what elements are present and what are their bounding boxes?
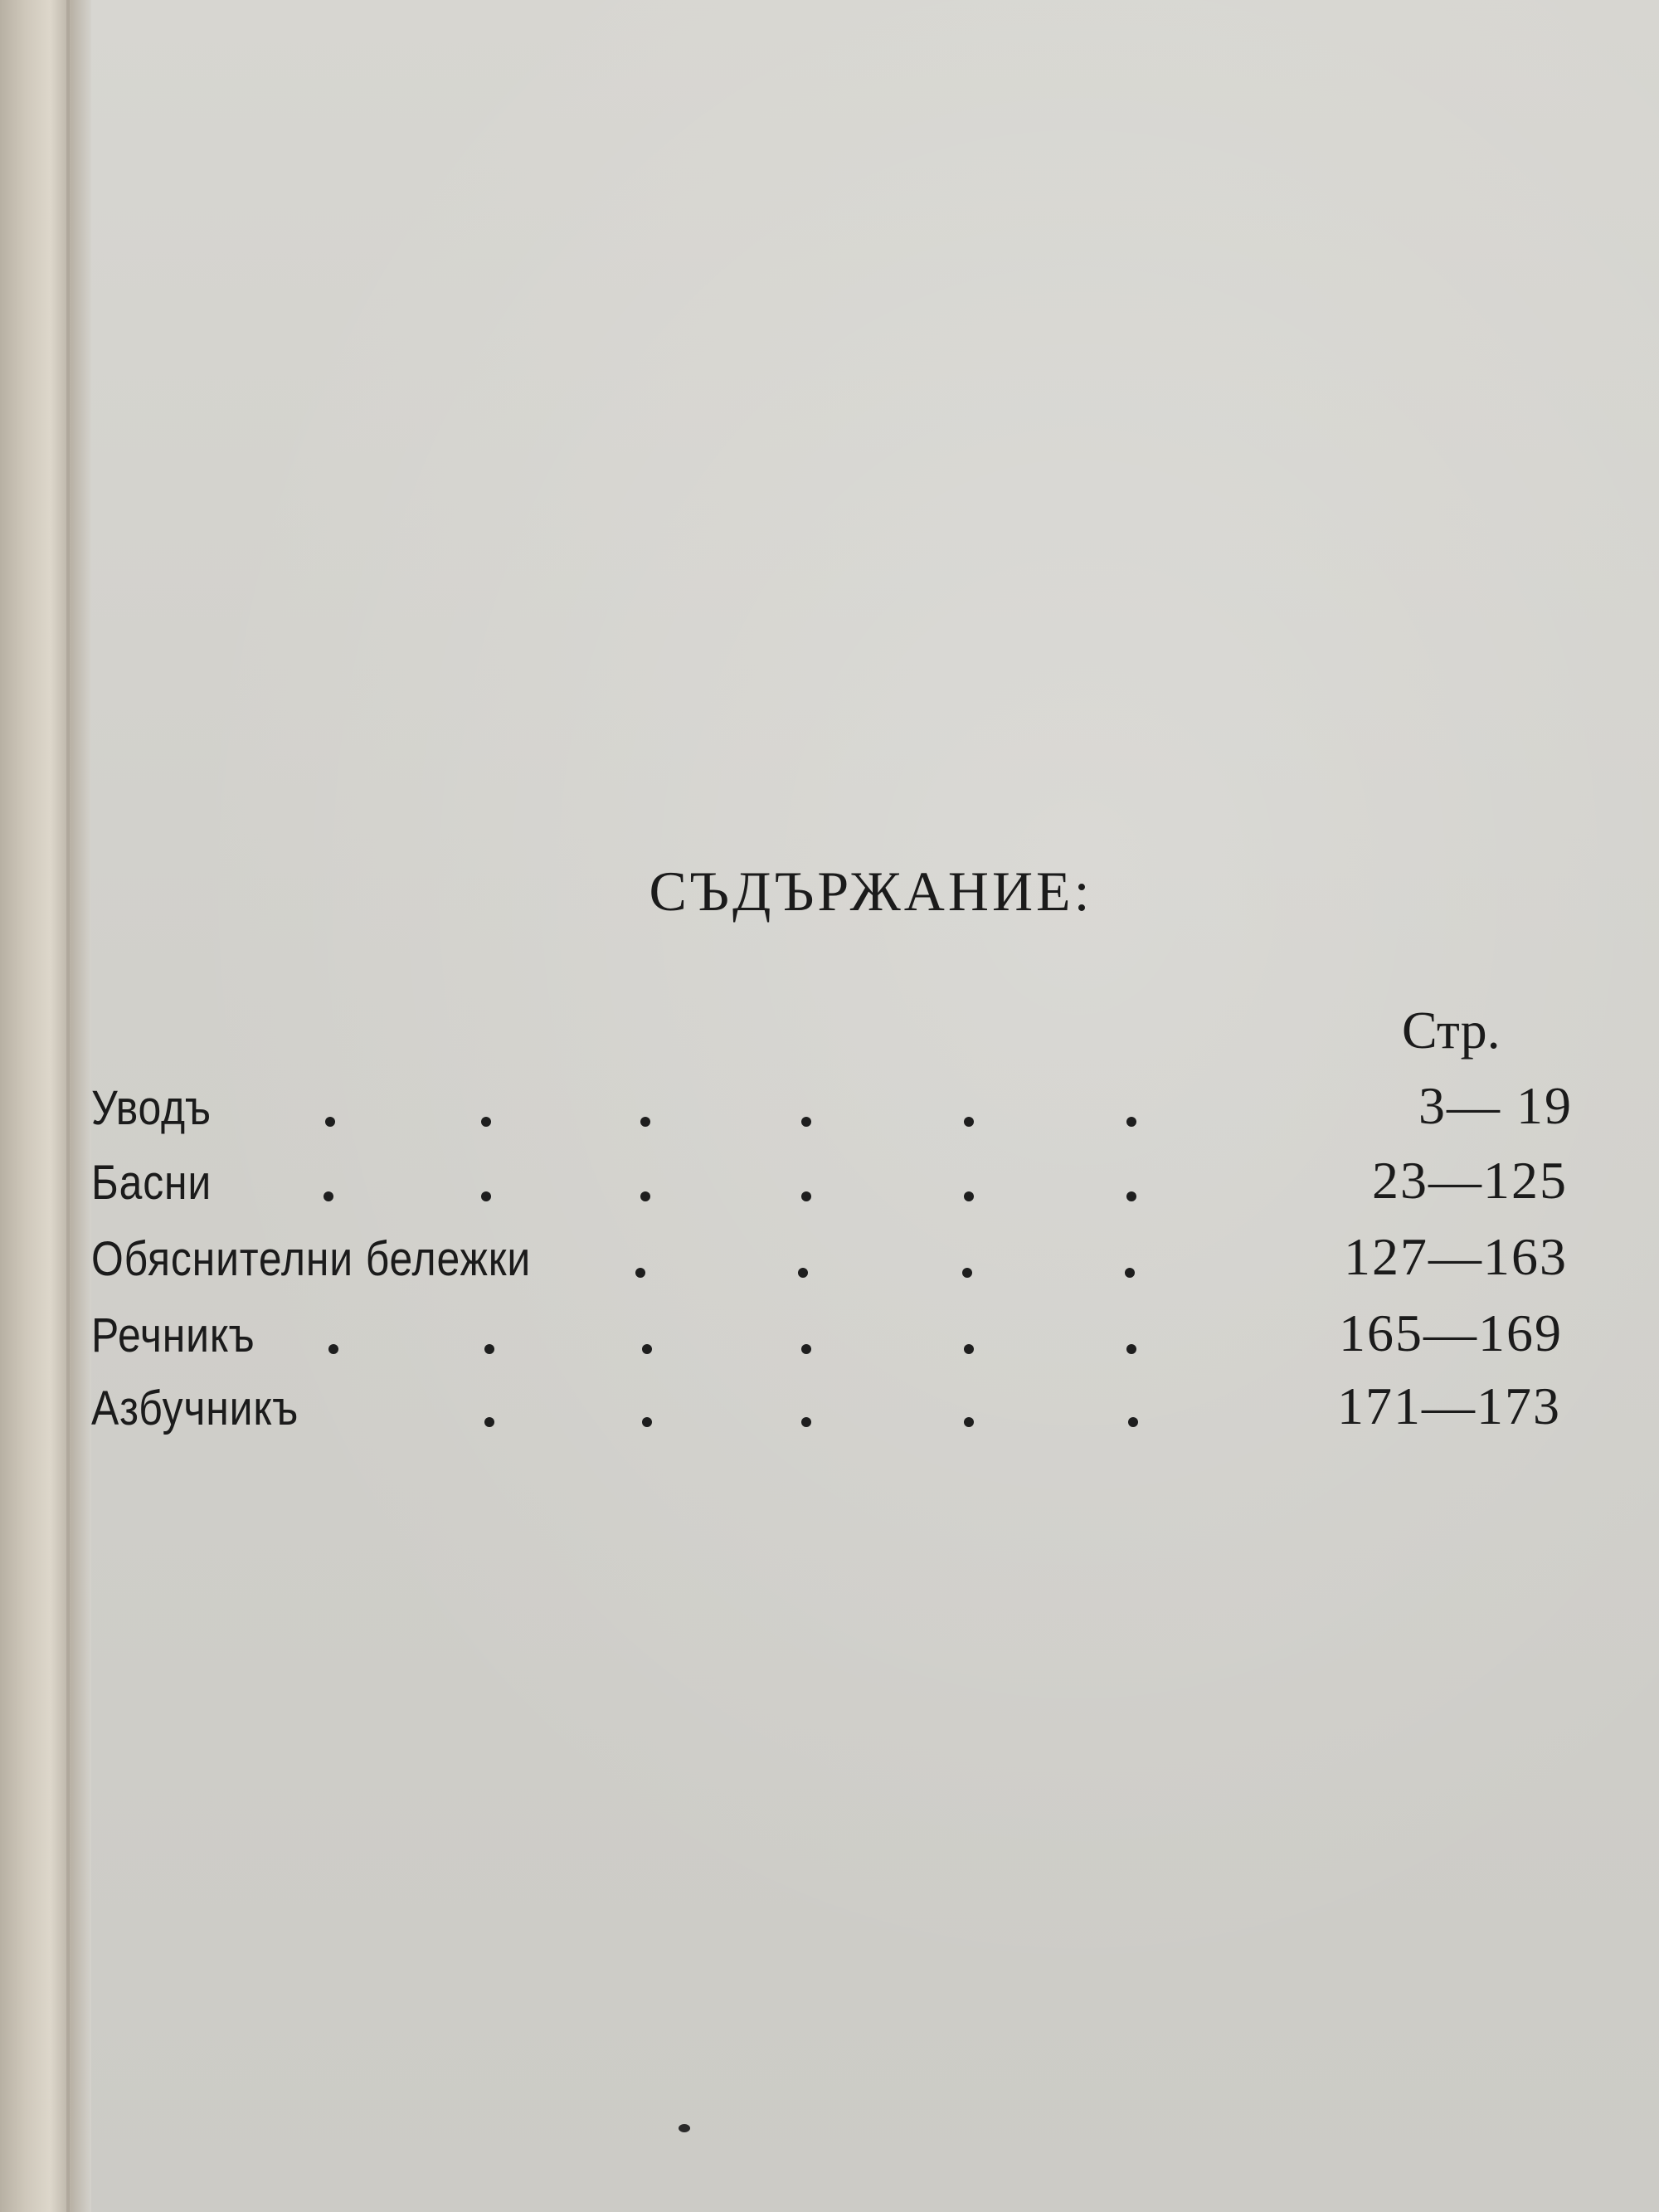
leader-dot bbox=[1126, 1191, 1136, 1201]
leader-dot bbox=[642, 1344, 652, 1354]
leader-dot bbox=[1125, 1268, 1135, 1278]
leader-dot bbox=[964, 1191, 974, 1201]
page-edge bbox=[66, 0, 70, 2212]
toc-entry-title: Уводъ bbox=[91, 1081, 212, 1135]
leader-dot bbox=[801, 1117, 811, 1127]
toc-entry-pages: 23—125 bbox=[1372, 1151, 1568, 1210]
leader-dot bbox=[964, 1417, 974, 1427]
leader-dot bbox=[801, 1417, 811, 1427]
leader-dot bbox=[324, 1191, 333, 1201]
leader-dot bbox=[962, 1268, 972, 1278]
leader-dot bbox=[1126, 1117, 1136, 1127]
leader-dot bbox=[481, 1117, 491, 1127]
leader-dot bbox=[484, 1417, 494, 1427]
leader-dot bbox=[640, 1117, 650, 1127]
leader-dot bbox=[642, 1417, 652, 1427]
leader-dot bbox=[964, 1117, 974, 1127]
leader-dot bbox=[964, 1344, 974, 1354]
toc-entry bbox=[91, 1227, 1568, 1298]
toc-entry-pages: 165—169 bbox=[1339, 1303, 1563, 1362]
ink-speck bbox=[679, 2124, 690, 2132]
leader-dot bbox=[801, 1344, 811, 1354]
leader-dot bbox=[328, 1344, 338, 1354]
toc-entry-title: Обяснителни бележки bbox=[91, 1232, 532, 1286]
leader-dot bbox=[484, 1344, 494, 1354]
book-spine bbox=[0, 0, 91, 2212]
leader-dot bbox=[635, 1268, 645, 1278]
leader-dot bbox=[798, 1268, 808, 1278]
leader-dot bbox=[640, 1191, 650, 1201]
toc-entry-title: Басни bbox=[91, 1156, 212, 1210]
leader-dot bbox=[1128, 1417, 1138, 1427]
toc-entry-title: Азбучникъ bbox=[91, 1381, 299, 1435]
leader-dot bbox=[801, 1191, 811, 1201]
toc-entry bbox=[91, 1376, 1568, 1447]
toc-entry bbox=[91, 1303, 1568, 1374]
toc-entry-title: Речникъ bbox=[91, 1308, 255, 1362]
toc-entry bbox=[91, 1076, 1573, 1147]
toc-entry bbox=[91, 1151, 1568, 1221]
toc-entry-pages: 127—163 bbox=[1344, 1227, 1568, 1286]
toc-entry-pages: 171—173 bbox=[1337, 1376, 1561, 1435]
page-column-label: Стр. bbox=[1402, 1001, 1501, 1060]
toc-heading: СЪДЪРЖАНИЕ: bbox=[649, 860, 1093, 923]
leader-dot bbox=[1126, 1344, 1136, 1354]
leader-dot bbox=[481, 1191, 491, 1201]
toc-entry-pages: 3— 19 bbox=[1418, 1076, 1573, 1135]
leader-dot bbox=[325, 1117, 335, 1127]
